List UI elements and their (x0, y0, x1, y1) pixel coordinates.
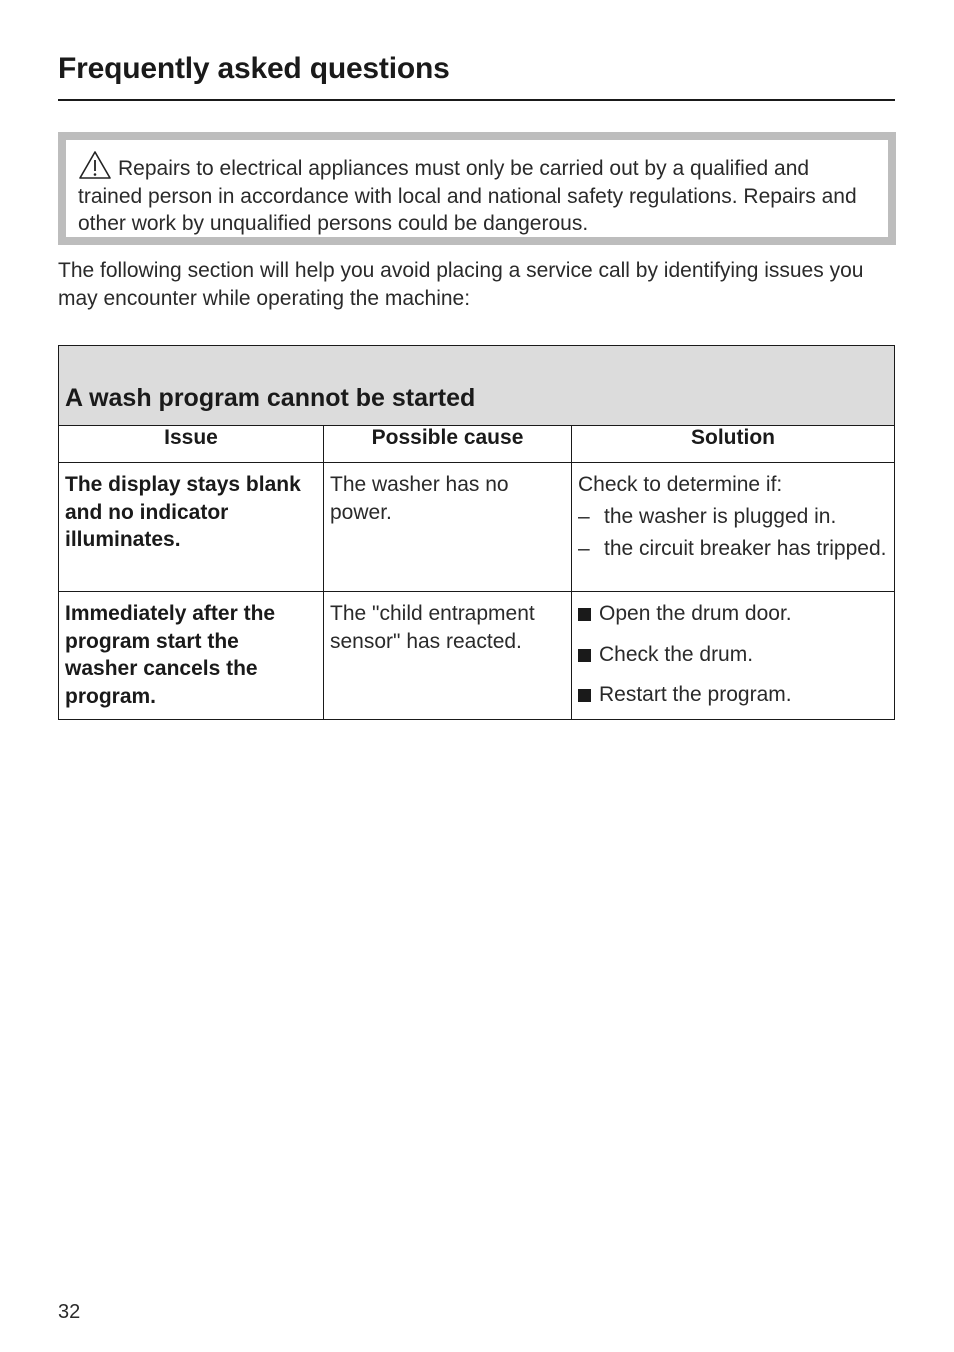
solution-intro: Check to determine if: (578, 473, 783, 496)
solution-step (578, 600, 888, 628)
warning-triangle-icon (78, 150, 112, 180)
solution-cell (572, 592, 895, 720)
issue-cell: The display stays blank and no indicator illuminates. (59, 463, 324, 592)
safety-warning-text: Repairs to electrical appliances must only be carried out by a qualified and trained person in accordance with local and national safety regulations. Repairs and other work by unqualified persons could be dangerous. (78, 157, 857, 235)
dash-marker: – (578, 537, 590, 560)
faq-table (58, 345, 895, 720)
page-number: 32 (58, 1301, 81, 1323)
column-header-possible-cause: Possible cause (324, 426, 572, 463)
solution-cell (572, 463, 895, 592)
solution-step (578, 681, 888, 709)
solution-step-text: Check the drum. (599, 642, 754, 666)
square-bullet-icon (578, 689, 591, 702)
table-section-heading (59, 346, 895, 426)
dash-marker: – (578, 505, 590, 528)
solution-step-text: Open the drum door. (599, 602, 792, 625)
solution-list-item (578, 503, 888, 531)
solution-list-item (578, 535, 888, 563)
issue-cell: Immediately after the program start the washer cancels the program. (59, 592, 324, 720)
solution-item-text: the washer is plugged in. (604, 505, 837, 528)
cause-cell: The "child entrapment sensor" has reacted. (324, 592, 572, 720)
solution-step (578, 641, 888, 669)
page-title: Frequently asked questions (58, 52, 450, 85)
section-heading-text: A wash program cannot be started (65, 384, 476, 412)
solution-item-text: the circuit breaker has tripped. (604, 537, 887, 560)
table-row (59, 592, 895, 720)
solution-step-text: Restart the program. (599, 683, 792, 706)
square-bullet-icon (578, 649, 591, 662)
column-header-issue: Issue (59, 426, 324, 463)
safety-warning-box (58, 132, 896, 245)
table-row (59, 463, 895, 592)
square-bullet-icon (578, 608, 591, 621)
table-header-row (59, 426, 895, 463)
safety-warning (78, 150, 878, 238)
column-header-solution: Solution (572, 426, 895, 463)
cause-cell: The washer has no power. (324, 463, 572, 592)
intro-paragraph: The following section will help you avoid placing a service call by identifying issues you may encounter while operating the machine: (58, 259, 864, 310)
title-divider (58, 99, 895, 101)
